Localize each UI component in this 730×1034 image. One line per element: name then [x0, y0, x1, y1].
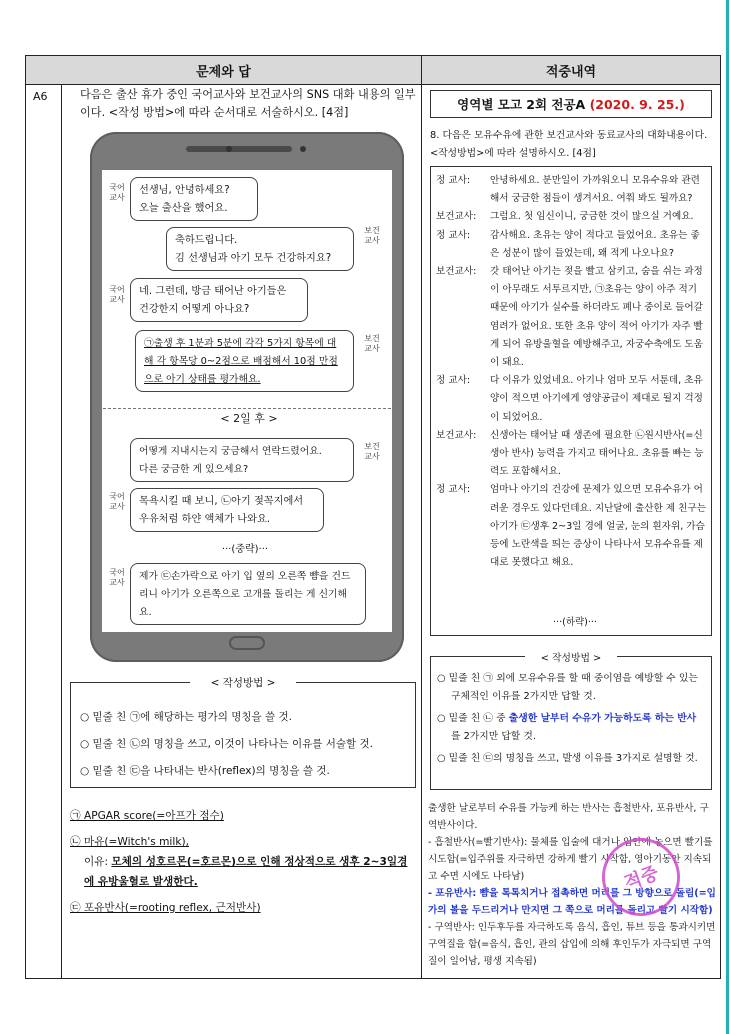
dialog-speaker: 정 교사:	[436, 375, 471, 387]
hit-dialog	[436, 172, 708, 572]
phone-speaker	[186, 146, 292, 152]
hit-title-box	[430, 90, 712, 118]
korean-teacher-label: 국어 교사	[109, 568, 125, 587]
dialog-line	[436, 227, 708, 263]
answer-block	[70, 806, 416, 918]
hit-method-list	[437, 670, 705, 768]
question-text: 다음은 출산 휴가 중인 국어교사와 보건교사의 SNS 대화 내용의 일부이다. <작성 방법>에 따라 순서대로 서술하시오. [4점]	[80, 88, 416, 119]
hit-method-item: ○ 밑줄 친 ㉡ 중 출생한 날부터 수유가 가능하도록 하는 반사를 2가지만 답할 것.	[437, 713, 697, 742]
dialog-text: 안녕하세요. 분만일이 가까워오니 모유수유와 관련해서 궁금한 점들이 생겨서요. 여쭤 봐도 될까요?	[490, 175, 700, 205]
hit-intro: 8. 다음은 모유수유에 관한 보건교사와 동료교사의 대화내용이다. <작성방법>에 따라 설명하시오. [4점]	[430, 130, 708, 159]
method-item: ○ 밑줄 친 ㉠에 해당하는 평가의 명칭을 쓸 것.	[80, 711, 292, 723]
dialog-line	[436, 208, 708, 226]
question-number: A6	[33, 90, 48, 103]
method-title: < 작성방법 >	[190, 675, 296, 690]
dialog-speaker: 정 교사:	[436, 229, 471, 241]
edge-accent-line	[726, 0, 729, 1034]
chat-bubble: 선생님, 안녕하세요? 오늘 출산을 했어요.	[130, 177, 258, 221]
time-marker: < 2일 후 >	[204, 410, 294, 426]
chat-bubble: ㉠출생 후 1분과 5분에 각각 5가지 항목에 대해 각 항목당 0~2점으로 배점해서 10점 만점으로 아기 상태를 평가해요.	[135, 330, 354, 392]
dialog-line	[436, 372, 708, 427]
camera-dot	[226, 146, 232, 152]
hit-date: (2020. 9. 25.)	[589, 96, 685, 112]
korean-teacher-label: 국어 교사	[109, 183, 125, 202]
method-list	[80, 704, 410, 785]
dialog-text: 갓 태어난 아기는 젖을 빨고 삼키고, 숨을 쉬는 과정이 아무래도 서투르지만, ㉠초유는 양이 아주 적기 때문에 아기가 실수를 하더라도 폐나 중이로 들어갈 염려가 없어요. 또한 초유 양이 적어 아기가 자주 빨게 되어 유방울혈을 예방해주고, 자궁수축에도 도움이 돼요.	[490, 266, 703, 369]
chat-bubble: 제가 ㉢손가락으로 아기 입 옆의 오른쪽 뺨을 건드리니 아기가 오른쪽으로 고개를 돌리는 게 신기해요.	[130, 563, 366, 625]
korean-teacher-label: 국어 교사	[109, 285, 125, 304]
dialog-speaker: 정 교사:	[436, 175, 471, 186]
explain-sucking: - 흡철반사(=빨기반사): 물체를 입술에 대거나 입안에 놓으면 빨기를 시도함(=입주위를 자극하면 강하게 빨기 시작함, 영아기동안 지속되고 수면 시에도 나타남)	[428, 837, 713, 882]
number-column-divider	[61, 85, 62, 979]
answer-1: ㉠ APGAR score(=아프가 점수)	[70, 810, 224, 822]
dialog-line	[436, 263, 708, 372]
method-item: ○ 밑줄 친 ㉡의 명칭을 쓰고, 이것이 나타나는 이유를 서술할 것.	[80, 738, 374, 750]
dialog-line	[436, 481, 708, 572]
hit-title: 영역별 모고 2회 전공A	[457, 97, 586, 112]
dialog-speaker: 정 교사:	[436, 484, 471, 496]
dialog-speaker: 보건교사:	[436, 211, 477, 223]
chat-divider	[103, 408, 391, 409]
hit-method-item: ○ 밑줄 친 ㉢의 명칭을 쓰고, 발생 이유를 3가지로 설명할 것.	[437, 753, 698, 764]
header-question-answer: 문제와 답	[25, 55, 422, 85]
hit-omission: ···(하략)···	[553, 617, 597, 628]
dialog-line	[436, 172, 708, 208]
method-item: ○ 밑줄 친 ㉢을 나타내는 반사(reflex)의 명칭을 쓸 것.	[80, 765, 330, 777]
omission-marker: ···(중략)···	[221, 544, 269, 555]
dialog-text: 엄마나 아기의 건강에 문제가 있으면 모유수유가 어려운 경우도 있다던데요. 지난달에 출산한 제 친구는 아기가 ㉢생후 2~3일 경에 얼굴, 눈의 흰자위, 가슴 등에 노란색을 띄는 증상이 나타나서 모유수유를 제대로 못했다고 해요.	[490, 484, 706, 569]
hit-stamp: 적중	[591, 827, 691, 927]
dialog-speaker: 보건교사:	[436, 429, 477, 441]
chat-bubble: 축하드립니다. 김 선생님과 아기 모두 건강하지요?	[166, 227, 354, 271]
hit-method-item: ○ 밑줄 친 ㉠ 외에 모유수유를 할 때 중이염을 예방할 수 있는 구체적인 이유를 2가지만 답할 것.	[437, 673, 698, 702]
chat-bubble: 네. 그런데, 방금 태어난 아기들은 건강한지 어떻게 아나요?	[130, 278, 308, 322]
dialog-text: 그럼요. 첫 임신이니, 궁금한 것이 많으실 거예요.	[490, 211, 694, 223]
hit-method-title: < 작성방법 >	[525, 650, 617, 664]
dialog-text: 다 이유가 있었네요. 아기나 엄마 모두 서툰데, 초유 양이 적으면 아기에게 영양공급이 제대로 될지 걱정이 되었어요.	[490, 375, 703, 423]
answer-2-reason: 이유: 모체의 성호르몬(=호르몬)으로 인해 정상적으로 생후 2~3일경에 유방울혈로 발생한다.	[84, 856, 408, 888]
header-hit-history: 적중내역	[421, 55, 721, 85]
dialog-text: 신생아는 태어날 때 생존에 필요한 ㉡원시반사(=신생아 반사) 능력을 가지고 태어나요. 초유를 빠는 능력도 포함해서요.	[490, 429, 704, 478]
explain-gag: - 구역반사: 인두후두를 자극하도록 음식, 흡인, 튜브 등을 통과시키면 구역질을 함(=음식, 흡인, 관의 삽입에 의해 후인두가 자극되면 구역질이 일어남, 평생 지속됨)	[428, 922, 716, 967]
dialog-line	[436, 427, 708, 482]
explain-rooting: - 포유반사: 뺨을 톡톡치거나 접촉하면 머리를 그 방향으로 돌림(=입가의 볼을 두드리거나 만지면 그 쪽으로 머리를 돌리고 빨기 시작함)	[428, 888, 716, 916]
home-button	[229, 636, 265, 650]
answer-3: ㉢ 포유반사(=rooting reflex, 근저반사)	[70, 902, 261, 914]
answer-2: ㉡ 마유(=Witch's milk),	[70, 836, 189, 848]
health-teacher-label: 보건 교사	[364, 226, 380, 245]
dialog-speaker: 보건교사:	[436, 266, 477, 278]
dialog-text: 감사해요. 초유는 양이 적다고 들었어요. 초유는 좋은 성분이 많이 들었는데, 왜 적게 나오나요?	[490, 229, 700, 259]
korean-teacher-label: 국어 교사	[109, 492, 125, 511]
camera-dot	[300, 146, 306, 152]
column-divider	[421, 55, 422, 979]
explain-intro: 출생한 날로부터 수유를 가능케 하는 반사는 흡철반사, 포유반사, 구역반사이다.	[428, 803, 709, 831]
chat-bubble: 목욕시킬 때 보니, ㉡아기 젖꼭지에서 우유처럼 하얀 액체가 나와요.	[130, 488, 324, 532]
health-teacher-label: 보건 교사	[364, 442, 380, 461]
chat-bubble: 어떻게 지내시는지 궁금해서 연락드렸어요. 다른 궁금한 게 있으세요?	[130, 438, 354, 482]
health-teacher-label: 보건 교사	[364, 334, 380, 353]
